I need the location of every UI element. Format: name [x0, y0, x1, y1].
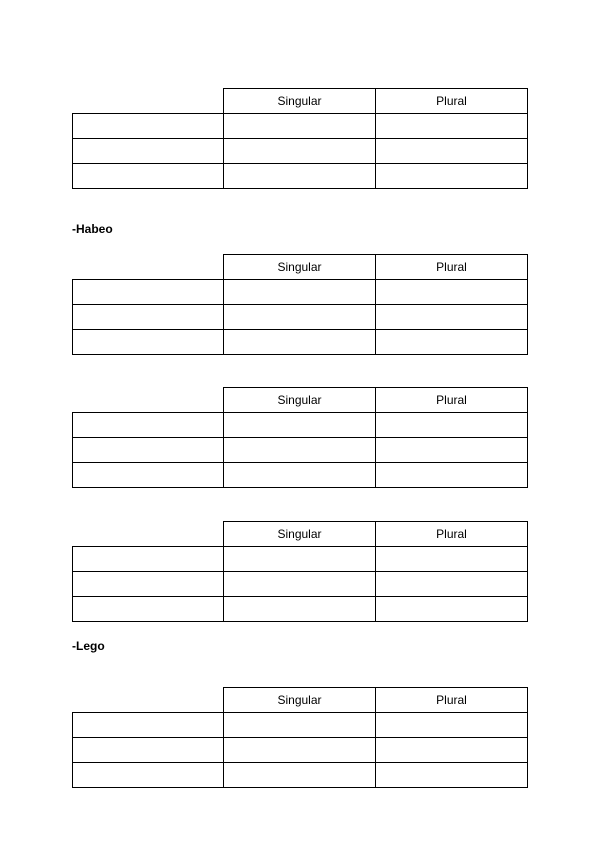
person-cell[interactable]: [73, 305, 224, 330]
header-corner-cell: [73, 89, 224, 114]
singular-cell[interactable]: [224, 114, 376, 139]
singular-cell[interactable]: [224, 763, 376, 788]
singular-cell[interactable]: [224, 139, 376, 164]
singular-cell[interactable]: [224, 463, 376, 488]
header-plural: Plural: [376, 522, 528, 547]
header-corner-cell: [73, 388, 224, 413]
header-plural: Plural: [376, 688, 528, 713]
plural-cell[interactable]: [376, 738, 528, 763]
conjugation-table-3: [72, 387, 528, 488]
singular-cell[interactable]: [224, 164, 376, 189]
header-corner-cell: [73, 688, 224, 713]
person-cell[interactable]: [73, 280, 224, 305]
table-row: [73, 547, 528, 572]
table-row: [73, 114, 528, 139]
table-row: [73, 164, 528, 189]
header-plural: Plural: [376, 388, 528, 413]
section-heading-habeo: -Habeo: [72, 222, 113, 236]
singular-cell[interactable]: [224, 713, 376, 738]
plural-cell[interactable]: [376, 547, 528, 572]
singular-cell[interactable]: [224, 413, 376, 438]
table-row: [73, 597, 528, 622]
header-corner-cell: [73, 255, 224, 280]
plural-cell[interactable]: [376, 305, 528, 330]
person-cell[interactable]: [73, 597, 224, 622]
conjugation-table-2: [72, 254, 528, 355]
plural-cell[interactable]: [376, 413, 528, 438]
table-header-row: [73, 522, 528, 547]
header-singular: Singular: [224, 255, 376, 280]
plural-cell[interactable]: [376, 139, 528, 164]
singular-cell[interactable]: [224, 330, 376, 355]
person-cell[interactable]: [73, 114, 224, 139]
table-row: [73, 572, 528, 597]
person-cell[interactable]: [73, 139, 224, 164]
singular-cell[interactable]: [224, 280, 376, 305]
table-row: [73, 738, 528, 763]
plural-cell[interactable]: [376, 280, 528, 305]
person-cell[interactable]: [73, 330, 224, 355]
table-header-row: [73, 688, 528, 713]
person-cell[interactable]: [73, 547, 224, 572]
person-cell[interactable]: [73, 164, 224, 189]
table-row: [73, 763, 528, 788]
plural-cell[interactable]: [376, 330, 528, 355]
plural-cell[interactable]: [376, 572, 528, 597]
person-cell[interactable]: [73, 763, 224, 788]
singular-cell[interactable]: [224, 547, 376, 572]
table-header-row: [73, 388, 528, 413]
conjugation-table-5: [72, 687, 528, 788]
table-row: [73, 463, 528, 488]
plural-cell[interactable]: [376, 597, 528, 622]
person-cell[interactable]: [73, 438, 224, 463]
person-cell[interactable]: [73, 713, 224, 738]
section-heading-lego: -Lego: [72, 639, 105, 653]
table-header-row: [73, 255, 528, 280]
table-row: [73, 330, 528, 355]
singular-cell[interactable]: [224, 738, 376, 763]
conjugation-table-4: [72, 521, 528, 622]
singular-cell[interactable]: [224, 305, 376, 330]
plural-cell[interactable]: [376, 763, 528, 788]
singular-cell[interactable]: [224, 572, 376, 597]
singular-cell[interactable]: [224, 438, 376, 463]
header-plural: Plural: [376, 255, 528, 280]
table-header-row: [73, 89, 528, 114]
person-cell[interactable]: [73, 572, 224, 597]
header-singular: Singular: [224, 89, 376, 114]
header-singular: Singular: [224, 388, 376, 413]
person-cell[interactable]: [73, 463, 224, 488]
person-cell[interactable]: [73, 738, 224, 763]
plural-cell[interactable]: [376, 164, 528, 189]
plural-cell[interactable]: [376, 463, 528, 488]
table-row: [73, 438, 528, 463]
header-corner-cell: [73, 522, 224, 547]
header-singular: Singular: [224, 522, 376, 547]
header-singular: Singular: [224, 688, 376, 713]
plural-cell[interactable]: [376, 713, 528, 738]
table-row: [73, 305, 528, 330]
table-row: [73, 413, 528, 438]
singular-cell[interactable]: [224, 597, 376, 622]
plural-cell[interactable]: [376, 114, 528, 139]
header-plural: Plural: [376, 89, 528, 114]
table-row: [73, 139, 528, 164]
plural-cell[interactable]: [376, 438, 528, 463]
table-row: [73, 280, 528, 305]
table-row: [73, 713, 528, 738]
conjugation-table-1: [72, 88, 528, 189]
person-cell[interactable]: [73, 413, 224, 438]
